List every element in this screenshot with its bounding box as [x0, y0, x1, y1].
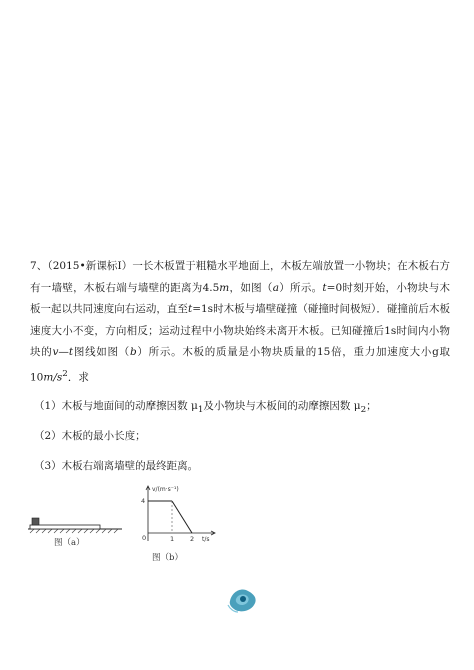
accel-exponent: 2	[62, 368, 68, 379]
figure-b-graph	[132, 483, 228, 553]
publisher-logo-icon	[226, 585, 260, 615]
question-3: （3）木板右端离墙壁的最终距离。	[34, 460, 199, 472]
v-symbol: v	[52, 346, 59, 358]
block	[32, 518, 39, 525]
problem-text-1: 一长木板置于粗糙水平地面上，木板左端放置一小物块；在木板右方有一墙壁，木板右端与墙壁的距离为4.5	[30, 260, 451, 294]
t-symbol-3: t	[68, 346, 74, 358]
ground-hatching	[30, 529, 118, 533]
problem-text-8: ）所示。木板的质量是小物块质量的15倍，重力加速度大小g取10	[30, 346, 451, 383]
question-1-text-a: （1）木板与地面间的动摩擦因数 μ	[34, 400, 198, 412]
t-symbol: t	[322, 281, 327, 294]
logo-drawing	[226, 585, 260, 615]
problem-number: 7、	[30, 260, 48, 272]
question-2: （2）木板的最小长度；	[34, 430, 146, 442]
figure-b-caption: 图（b）	[152, 553, 183, 563]
problem-text-5: =1s时木板与墙壁碰撞（碰撞时间极短）．碰撞前后木板速度大小不变，方向相反；运动过程中小物块始终未离开木板。已知碰撞后1s时间内小物块的	[30, 303, 450, 358]
vt-segment-decreasing	[172, 501, 192, 533]
problem-text-2: ，如图（	[229, 281, 273, 294]
problem-text-4: =0时刻开始，小物块与木板一起以共同速度向右运动，直至	[30, 281, 450, 315]
mu-subscript-1: 1	[197, 405, 204, 416]
problem-text-6: —	[58, 346, 69, 358]
question-1	[34, 399, 377, 417]
question-1-text-c: ；	[366, 400, 377, 412]
problem-text-7: 图线如图（	[73, 346, 130, 358]
t-symbol-2: t	[187, 303, 193, 315]
y-tick-4: 4	[141, 497, 146, 505]
board	[30, 525, 100, 529]
unit-m: m	[219, 281, 230, 294]
fig-b-ref: b	[129, 346, 137, 358]
problem-text-3: ）所示。	[278, 281, 323, 294]
problem-source: （2015•新课标Ⅰ）	[47, 260, 133, 272]
mu-subscript-2: 2	[360, 405, 367, 416]
y-axis-label: v/(m·s⁻¹)	[152, 486, 179, 493]
question-1-text-b: 及小物块与木板间的动摩擦因数 μ	[203, 400, 361, 412]
fig-a-ref: a	[272, 281, 279, 294]
origin-label: 0	[142, 534, 147, 542]
figure-b	[132, 483, 228, 567]
x-axis-label: t/s	[202, 536, 210, 543]
problem-statement	[30, 256, 450, 389]
x-tick-1: 1	[170, 535, 175, 543]
figure-a-caption: 图（a）	[54, 538, 85, 548]
accel-unit: m/s	[43, 371, 63, 383]
x-tick-2: 2	[190, 535, 195, 543]
problem-text-9: ．求	[67, 371, 89, 383]
figure-a	[26, 500, 122, 550]
